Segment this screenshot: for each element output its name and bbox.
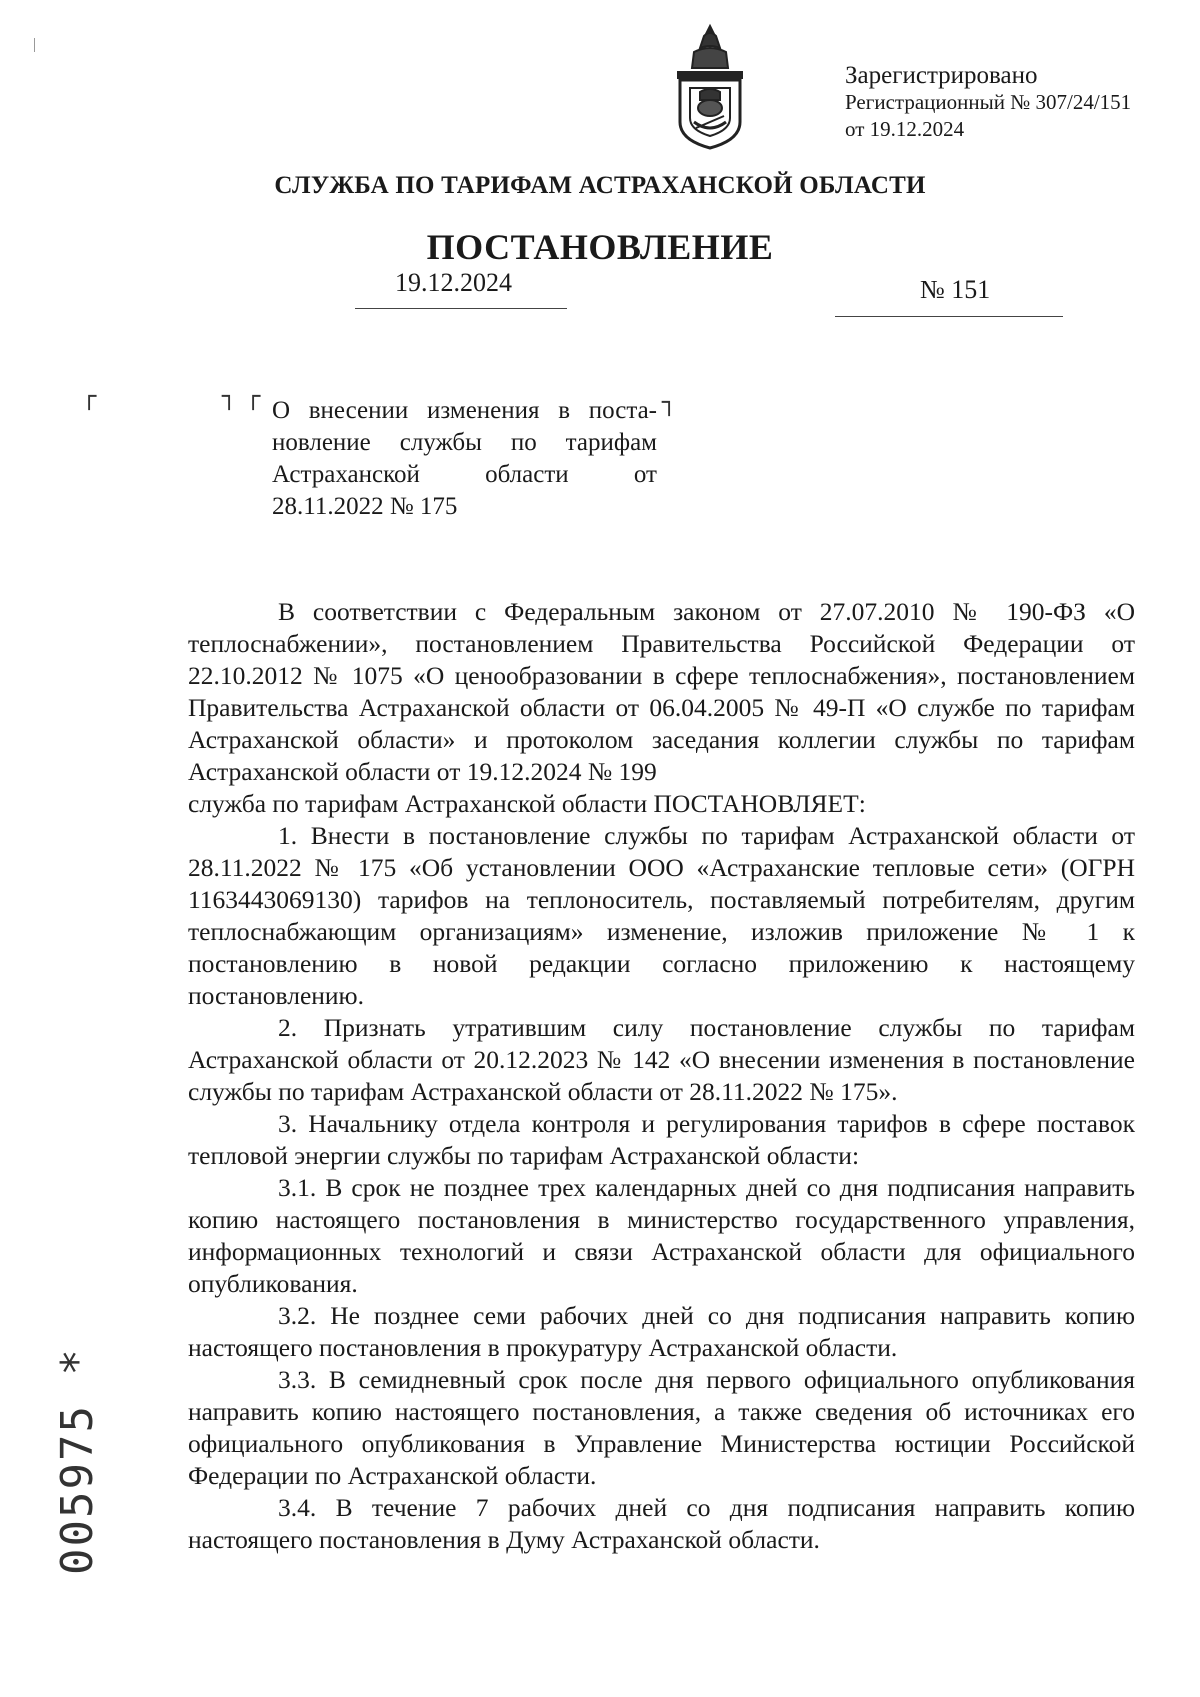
- corner-mark-left: ┌: [82, 382, 97, 410]
- coat-of-arms-icon: [668, 22, 752, 154]
- registration-date: от 19.12.2024: [845, 117, 965, 141]
- item-3-3-paragraph: 3.3. В семидневный срок после дня первого официального опубликования направить копию настоящего постановления, а также сведения об источниках его официального опубликования в Управление Министерства юстиции Российской Федерации по Астраханской области.: [188, 1365, 1135, 1490]
- corner-mark-mid-right: ┐: [222, 382, 237, 410]
- item-2-paragraph: 2. Признать утратившим силу постановление службы по тарифам Астраханской области от 20.12.2023 № 142 «О внесении изменения в постановление службы по тарифам Астраханской области от 28.11.2022 № 175».: [188, 1013, 1135, 1106]
- document-number: № 151: [920, 275, 991, 304]
- item-3-2-paragraph: 3.2. Не позднее семи рабочих дней со дня подписания направить копию настоящего постановления в прокуратуру Астраханской области.: [188, 1301, 1135, 1362]
- registration-number: Регистрационный № 307/24/151: [845, 90, 1132, 114]
- scan-mark: [34, 38, 35, 52]
- registration-title: Зарегистрировано: [845, 62, 1038, 89]
- side-barcode-number: 005975 *: [52, 1347, 103, 1575]
- date-underline: [355, 308, 567, 309]
- document-body: [188, 596, 1135, 1556]
- corner-mark-mid-left: ┌: [246, 382, 261, 410]
- item-1-paragraph: 1. Внести в постановление службы по тарифам Астраханской области от 28.11.2022 № 175 «Об установлении ООО «Астраханские тепловые сети» (ОГРН 1163443069130) тарифов на теплоноситель, поставляемый потребителям, другим теплоснабжающим организациям» изменение, изложив приложение № 1 к постановлению в новой редакции согласно приложению к настоящему постановлению.: [188, 821, 1135, 1010]
- subject-line: Астраханской области от: [272, 461, 657, 488]
- document-date: 19.12.2024: [395, 268, 512, 297]
- subject-line: новление службы по тарифам: [272, 429, 657, 456]
- number-underline: [835, 316, 1063, 317]
- document-type-title: ПОСТАНОВЛЕНИЕ: [426, 227, 774, 267]
- item-3-paragraph: 3. Начальнику отдела контроля и регулирования тарифов в сфере поставок тепловой энергии службы по тарифам Астраханской области:: [188, 1109, 1135, 1170]
- preamble-paragraph: В соответствии с Федеральным законом от 27.07.2010 № 190-ФЗ «О теплоснабжении», постановлением Правительства Российской Федерации от 22.10.2012 № 1075 «О ценообразовании в сфере теплоснабжения», постановлением Правительства Астраханской области от 06.04.2005 № 49-П «О службе по тарифам Астраханской области» и протоколом заседания коллегии службы по тарифам Астраханской области от 19.12.2024 № 199: [188, 597, 1135, 786]
- subject-line: 28.11.2022 № 175: [272, 493, 458, 520]
- item-3-1-paragraph: 3.1. В срок не позднее трех календарных дней со дня подписания направить копию настоящего постановления в министерство государственного управления, информационных технологий и связи Астраханской области для официального опубликования.: [188, 1173, 1135, 1298]
- corner-mark-right: ┐: [662, 388, 677, 416]
- document-subject: [272, 395, 657, 523]
- subject-line: О внесении изменения в поста-: [272, 397, 657, 424]
- resolution-clause: служба по тарифам Астраханской области ПОСТАНОВЛЯЕТ:: [188, 789, 866, 818]
- registration-stamp: [845, 62, 1131, 143]
- agency-name: СЛУЖБА ПО ТАРИФАМ АСТРАХАНСКОЙ ОБЛАСТИ: [274, 172, 926, 199]
- item-3-4-paragraph: 3.4. В течение 7 рабочих дней со дня подписания направить копию настоящего постановления в Думу Астраханской области.: [188, 1493, 1135, 1554]
